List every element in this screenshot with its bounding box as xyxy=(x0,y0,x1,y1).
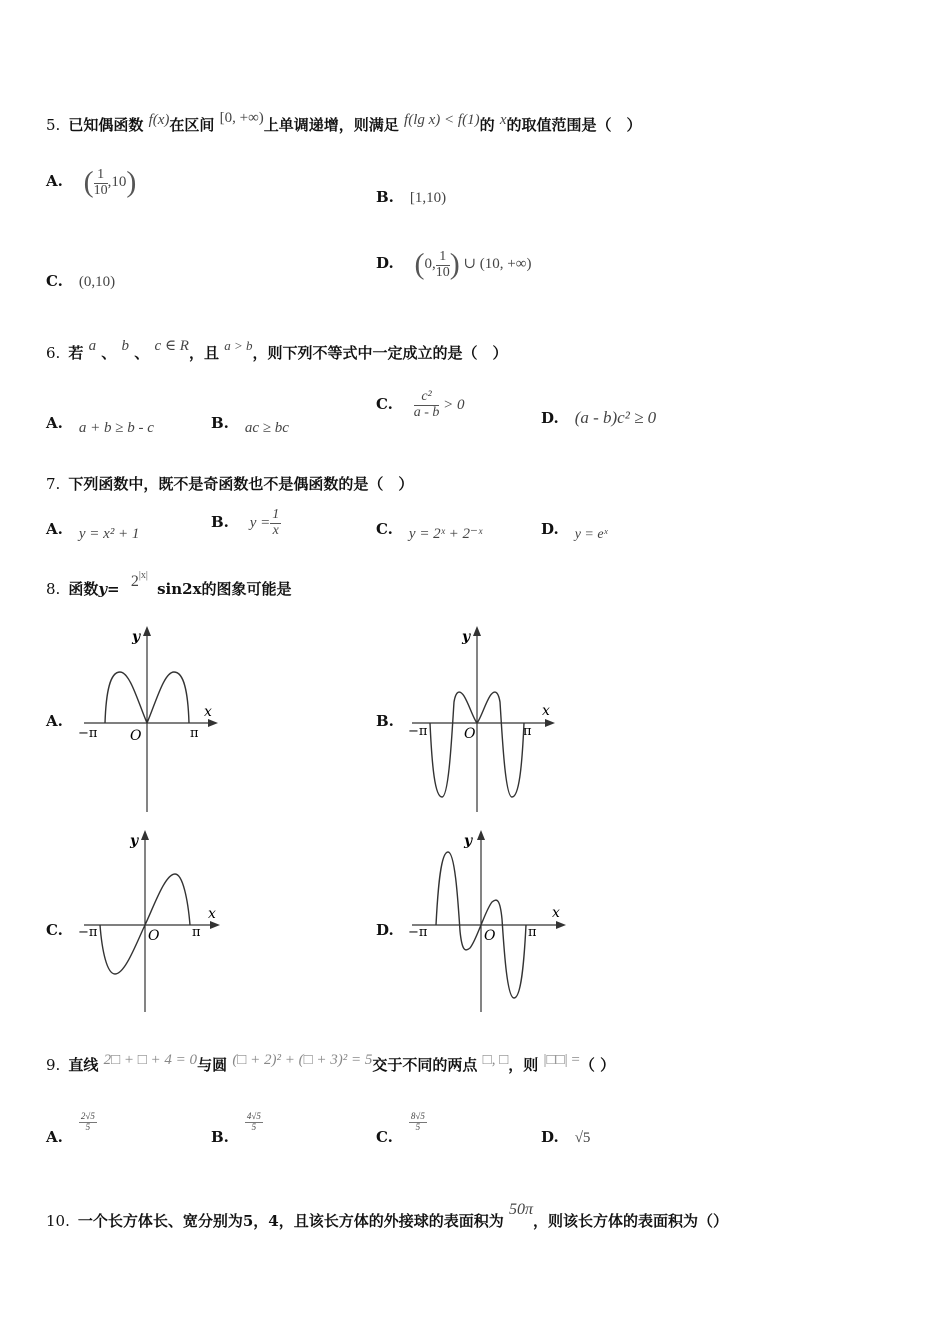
x-axis-label: x xyxy=(208,906,216,922)
y-axis-arrow-icon xyxy=(141,830,149,840)
option-6d[interactable] xyxy=(541,408,656,428)
graph-c[interactable] xyxy=(70,826,230,1016)
y-axis-arrow-icon xyxy=(477,830,485,840)
option-text: y = 2ˣ + 2⁻ˣ xyxy=(408,526,483,542)
option-label: B. xyxy=(376,712,394,730)
option-6a[interactable] xyxy=(46,414,154,436)
question-text: 的 xyxy=(479,116,495,134)
math-expression: f(x) xyxy=(148,112,170,128)
fraction: $\frac{\text{c²}}{a - b}$ xyxy=(413,389,440,420)
option-text: a + b ≥ b - c xyxy=(78,420,154,436)
option-label: D. xyxy=(541,409,559,427)
math-circle-equation: (□ + 2)² + (□ + 3)² = 5 xyxy=(232,1052,373,1068)
question-text: 在区间 xyxy=(169,116,215,134)
math-expression: y= xyxy=(98,580,120,598)
question-8 xyxy=(46,570,292,599)
question-number: 8. xyxy=(46,580,61,598)
x-axis-arrow-icon xyxy=(208,719,218,727)
graph-d[interactable] xyxy=(402,826,577,1016)
question-7 xyxy=(46,473,413,494)
question-10 xyxy=(46,1201,729,1231)
pi-label: π xyxy=(523,724,532,739)
question-number: 9. xyxy=(46,1056,61,1074)
graph-a[interactable] xyxy=(70,622,230,817)
math-expression: sin2x xyxy=(157,580,202,598)
y-axis-arrow-icon xyxy=(143,626,151,636)
option-5b[interactable] xyxy=(376,188,446,207)
question-6 xyxy=(46,338,508,363)
pi-label: π xyxy=(192,925,201,940)
option-5d[interactable]: D. (0, $\frac{1}{10}$ ) ∪ (10, +∞) xyxy=(376,248,532,281)
option-label: B. xyxy=(376,188,394,206)
math-exponent: |x| xyxy=(138,570,148,581)
question-text: 若 xyxy=(68,344,84,362)
option-text: ∪ (10, +∞) xyxy=(463,256,532,273)
x-axis-arrow-icon xyxy=(210,921,220,929)
option-text: y = x² + 1 xyxy=(78,526,140,542)
question-number: 10. xyxy=(46,1212,70,1230)
option-text: y = eˣ xyxy=(574,527,608,542)
y-axis-label: y xyxy=(130,833,139,849)
fraction: $\frac{8√5}{5}$ xyxy=(410,1111,425,1132)
option-text: 0, xyxy=(424,256,436,273)
y-axis-label: y xyxy=(462,629,471,645)
option-label: B. xyxy=(211,414,229,432)
y-axis-label: y xyxy=(464,833,473,849)
question-number: 6. xyxy=(46,344,61,362)
math-points: □, □ xyxy=(482,1052,509,1068)
option-label: C. xyxy=(376,520,393,538)
question-text: ，且 xyxy=(188,344,219,362)
question-text: 、 xyxy=(101,344,117,362)
option-7c[interactable] xyxy=(376,520,483,542)
x-axis-label: x xyxy=(552,905,560,921)
option-label: A. xyxy=(46,414,63,432)
option-label: D. xyxy=(541,520,559,538)
math-interval: [0, +∞) xyxy=(219,110,264,126)
question-text: 一个长方体长、宽分别为5，4，且该长方体的外接球的表面积为 xyxy=(77,1212,504,1230)
question-text: （ ） xyxy=(579,1056,616,1074)
option-text: (a - b)c² ≥ 0 xyxy=(574,408,657,427)
math-inequality: f(lg x) < f(1) xyxy=(404,112,480,128)
math-variable: b xyxy=(121,338,130,354)
math-base: 2 xyxy=(130,573,139,590)
option-label: B. xyxy=(211,512,229,531)
math-expression: c ∈ R xyxy=(154,338,189,354)
option-7a[interactable] xyxy=(46,520,140,542)
option-label: A. xyxy=(46,172,63,191)
option-label: C. xyxy=(46,921,63,939)
origin-label: O xyxy=(464,726,476,742)
option-label: D. xyxy=(376,254,394,273)
fraction: $\frac{1}{x}$ xyxy=(272,507,280,538)
fraction: $\frac{1}{10}$ xyxy=(93,166,108,198)
option-label: A. xyxy=(46,1128,63,1146)
x-axis-label: x xyxy=(542,703,550,719)
question-text: 函数 xyxy=(68,580,99,598)
option-label: D. xyxy=(376,921,394,939)
neg-pi-label: −π xyxy=(78,726,98,741)
option-9b[interactable] xyxy=(211,1111,263,1146)
question-text: 上单调递增，则满足 xyxy=(263,116,399,134)
question-5 xyxy=(46,110,642,135)
math-variable: x xyxy=(499,112,507,128)
option-text: y = xyxy=(249,514,271,531)
option-text: [1,10) xyxy=(409,190,447,206)
option-text: > 0 xyxy=(443,396,465,413)
question-text: 下列函数中，既不是奇函数也不是偶函数的是（ ） xyxy=(68,475,414,493)
option-label: C. xyxy=(376,1128,393,1146)
pi-label: π xyxy=(190,726,199,741)
neg-pi-label: −π xyxy=(78,925,98,940)
question-9 xyxy=(46,1054,615,1075)
x-axis-arrow-icon xyxy=(545,719,555,727)
option-text: ,10 xyxy=(107,174,127,191)
question-text: 的取值范围是（ ） xyxy=(506,116,642,134)
question-text: ，则下列不等式中一定成立的是（ ） xyxy=(252,344,508,362)
question-text: 的图象可能是 xyxy=(201,580,292,598)
neg-pi-label: −π xyxy=(408,724,428,739)
option-label: A. xyxy=(46,712,63,730)
y-axis-arrow-icon xyxy=(473,626,481,636)
option-6b[interactable] xyxy=(211,414,289,436)
question-text: 与圆 xyxy=(197,1056,228,1074)
x-axis-arrow-icon xyxy=(556,921,566,929)
option-9a[interactable] xyxy=(46,1111,97,1146)
pi-label: π xyxy=(528,925,537,940)
option-label: A. xyxy=(46,520,63,538)
option-7b[interactable] xyxy=(211,508,281,538)
neg-pi-label: −π xyxy=(408,925,428,940)
option-text: (0,10) xyxy=(78,274,116,290)
option-label: B. xyxy=(211,1128,229,1146)
option-9d[interactable] xyxy=(541,1128,590,1147)
math-inequality: a > b xyxy=(224,338,253,353)
option-9c[interactable] xyxy=(376,1111,427,1146)
option-text: ac ≥ bc xyxy=(244,420,289,436)
option-label: D. xyxy=(541,1128,559,1146)
math-expression: 50π xyxy=(508,1201,533,1218)
origin-label: O xyxy=(148,928,160,944)
fraction: $\frac{4√5}{5}$ xyxy=(246,1111,261,1132)
option-5c[interactable] xyxy=(46,272,115,291)
y-axis-label: y xyxy=(132,629,141,645)
math-line-equation: 2□ + □ + 4 = 0 xyxy=(103,1052,198,1068)
fraction: $\frac{2√5}{5}$ xyxy=(80,1111,95,1132)
question-number: 7. xyxy=(46,475,61,493)
x-axis-label: x xyxy=(204,704,212,720)
question-text: 已知偶函数 xyxy=(68,116,144,134)
question-text: ，则该长方体的表面积为（） xyxy=(533,1212,729,1230)
math-variable: a xyxy=(88,338,97,354)
origin-label: O xyxy=(484,928,496,944)
question-number: 5. xyxy=(46,116,61,134)
option-6c[interactable] xyxy=(376,390,464,420)
math-distance: |□□| = xyxy=(543,1052,580,1068)
option-label: C. xyxy=(376,394,393,413)
question-text: 直线 xyxy=(68,1056,99,1074)
question-text: 交于不同的两点 xyxy=(372,1056,478,1074)
question-text: ，则 xyxy=(508,1056,539,1074)
option-7d[interactable] xyxy=(541,520,608,542)
option-label: C. xyxy=(46,272,63,290)
option-5a[interactable]: A. ( $\frac{1}{10}$ ,10) xyxy=(46,166,137,199)
origin-label: O xyxy=(130,728,142,744)
fraction: $\frac{1}{10}$ xyxy=(435,248,450,280)
option-text: √5 xyxy=(574,1130,591,1146)
question-text: 、 xyxy=(134,344,150,362)
graph-b[interactable] xyxy=(402,622,577,817)
